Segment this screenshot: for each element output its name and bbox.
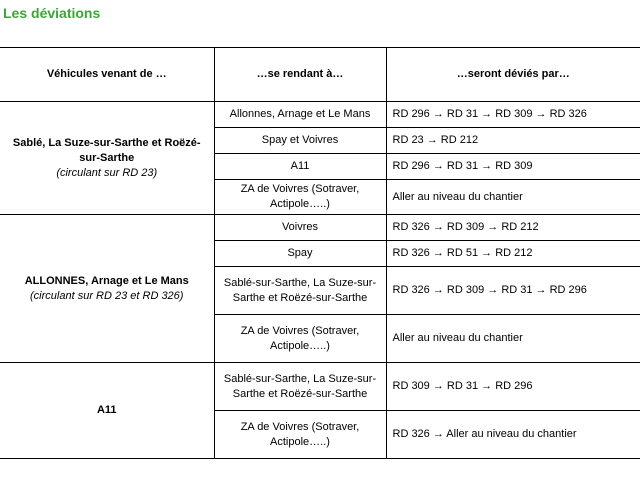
destination-cell: ZA de Voivres (Sotraver, Actipole…..)	[214, 411, 386, 459]
detour-cell: RD 326 → RD 309 → RD 31 → RD 296	[386, 267, 640, 315]
destination-cell: Sablé-sur-Sarthe, La Suze-sur-Sarthe et Roëzé-sur-Sarthe	[214, 363, 386, 411]
column-header-destination: …se rendant à…	[214, 48, 386, 102]
detour-cell: RD 23 → RD 212	[386, 128, 640, 154]
detour-cell: RD 326 → Aller au niveau du chantier	[386, 411, 640, 459]
origin-name: A11	[96, 404, 117, 416]
destination-cell: Spay et Voivres	[214, 128, 386, 154]
detour-cell: RD 326 → RD 309 → RD 212	[386, 215, 640, 241]
origin-name: Sablé, La Suze-sur-Sarthe et Roëzé-sur-Sarthe	[12, 136, 201, 164]
detour-cell: RD 296 → RD 31 → RD 309	[386, 154, 640, 180]
origin-cell	[0, 215, 214, 363]
detour-cell: Aller au niveau du chantier	[386, 315, 640, 363]
origin-name: ALLONNES, Arnage et Le Mans	[24, 274, 189, 287]
destination-cell: ZA de Voivres (Sotraver, Actipole…..)	[214, 315, 386, 363]
column-header-detour: …seront déviés par…	[386, 48, 640, 102]
deviations-table	[0, 47, 640, 459]
origin-cell	[0, 363, 214, 459]
detour-cell: RD 326 → RD 51 → RD 212	[386, 241, 640, 267]
destination-cell: Sablé-sur-Sarthe, La Suze-sur-Sarthe et Roëzé-sur-Sarthe	[214, 267, 386, 315]
detour-cell: RD 309 → RD 31 → RD 296	[386, 363, 640, 411]
destination-cell: Spay	[214, 241, 386, 267]
table-row	[0, 215, 640, 241]
detour-cell: RD 296 → RD 31 → RD 309 → RD 326	[386, 102, 640, 128]
destination-cell: Voivres	[214, 215, 386, 241]
header-row	[0, 48, 640, 102]
detour-cell: Aller au niveau du chantier	[386, 180, 640, 215]
origin-note: (circulant sur RD 23 et RD 326)	[30, 289, 184, 302]
origin-cell	[0, 102, 214, 215]
table-row	[0, 363, 640, 411]
table-row	[0, 102, 640, 128]
destination-cell: Allonnes, Arnage et Le Mans	[214, 102, 386, 128]
column-header-origin: Véhicules venant de …	[0, 48, 214, 102]
destination-cell: ZA de Voivres (Sotraver, Actipole…..)	[214, 180, 386, 215]
page-title: Les déviations	[3, 5, 101, 21]
destination-cell: A11	[214, 154, 386, 180]
origin-note: (circulant sur RD 23)	[56, 166, 158, 179]
